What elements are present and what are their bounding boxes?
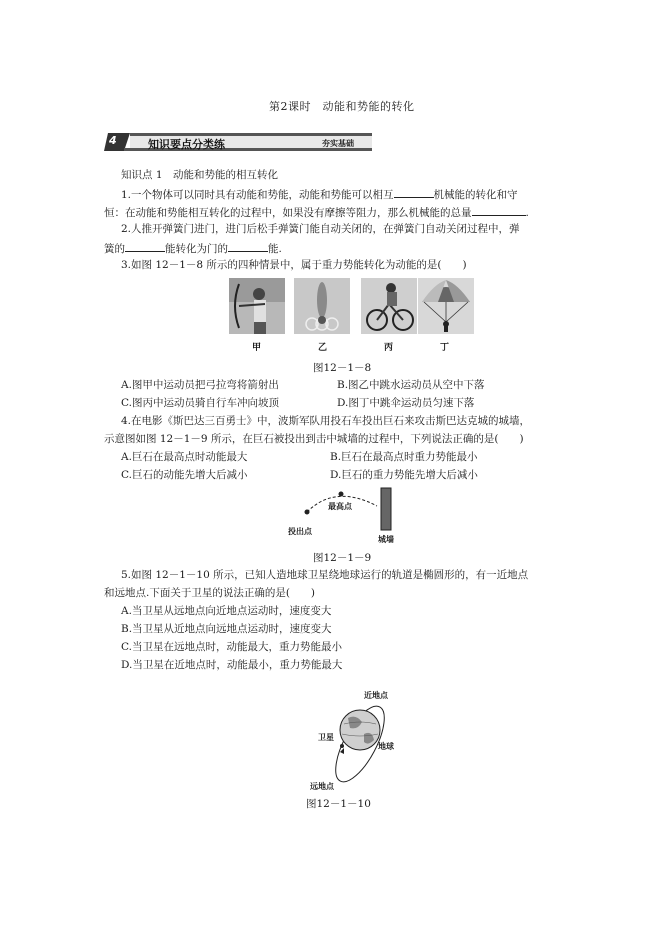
parachute-photo [418, 278, 474, 334]
q5-option-a[interactable]: A.当卫星从远地点向近地点运动时，速度变大 [121, 605, 332, 617]
q4-option-c[interactable]: C.巨石的动能先增大后减小 [121, 469, 248, 481]
question-1-line-2: 恒：在动能和势能相互转化的过程中，如果没有摩擦等阻力，那么机械能的总量 . [104, 204, 529, 220]
q3-option-a[interactable]: A.图甲中运动员把弓拉弯将箭射出 [121, 379, 279, 391]
banner-heading: 知识要点分类练 [148, 138, 225, 151]
photo-label-yi: 乙 [318, 343, 328, 353]
figure-caption-12-1-8: 图12－1－8 [313, 362, 372, 374]
q4-option-b[interactable]: B.巨石在最高点时重力势能最小 [330, 451, 478, 463]
blank-2[interactable] [472, 204, 526, 216]
blank-4[interactable] [228, 240, 268, 252]
archer-photo [229, 278, 285, 334]
label-launch-point: 投出点 [288, 527, 312, 536]
q3-option-c[interactable]: C.图丙中运动员骑自行车冲向坡顶 [121, 397, 279, 409]
q3-option-d[interactable]: D.图丁中跳伞运动员匀速下落 [337, 397, 475, 409]
blank-3[interactable] [125, 240, 165, 252]
label-perigee: 近地点 [364, 691, 388, 700]
q3-option-b[interactable]: B.图乙中跳水运动员从空中下落 [337, 379, 485, 391]
figure-caption-12-1-9: 图12－1－9 [313, 552, 372, 564]
question-2-line-1: 2.人推开弹簧门进门，进门后松手弹簧门能自动关闭的，在弹簧门自动关闭过程中，弹 [121, 223, 520, 235]
cyclist-photo [361, 278, 417, 334]
page-title: 第2课时 动能和势能的转化 [269, 100, 415, 113]
label-city-wall: 城墙 [378, 535, 394, 544]
q4-option-d[interactable]: D.巨石的重力势能先增大后减小 [330, 469, 478, 481]
question-1-line-1: 1.一个物体可以同时具有动能和势能，动能和势能可以相互 机械能的转化和守 [121, 186, 518, 202]
question-5-stem-2: 和远地点.下面关于卫星的说法正确的是( ) [104, 587, 316, 599]
diver-photo [294, 278, 350, 334]
knowledge-point-heading: 知识点 1 动能和势能的相互转化 [121, 169, 279, 181]
figure-caption-12-1-10: 图12－1－10 [306, 798, 371, 810]
photo-label-ding: 丁 [440, 343, 450, 353]
q5-option-d[interactable]: D.当卫星在近地点时，动能最小，重力势能最大 [121, 659, 343, 671]
banner-number: 4 [109, 134, 117, 147]
blank-1[interactable] [394, 186, 434, 198]
q5-option-b[interactable]: B.当卫星从近地点向远地点运动时，速度变大 [121, 623, 332, 635]
banner-subheading: 夯实基础 [322, 139, 354, 148]
label-satellite: 卫星 [318, 733, 334, 742]
label-apogee: 远地点 [310, 782, 334, 791]
question-4-stem-2: 示意图如图 12－1－9 所示，在巨石被投出到击中城墙的过程中，下列说法正确的是( ) [104, 433, 524, 445]
question-5-stem-1: 5.如图 12－1－10 所示，已知人造地球卫星绕地球运行的轨道是椭圆形的，有一近地点 [121, 569, 529, 581]
photo-label-bing: 丙 [384, 343, 394, 353]
q4-option-a[interactable]: A.巨石在最高点时动能最大 [121, 451, 248, 463]
question-3-stem: 3.如图 12－1－8 所示的四种情景中，属于重力势能转化为动能的是( ) [121, 259, 467, 271]
q5-option-c[interactable]: C.当卫星在远地点时，动能最大，重力势能最小 [121, 641, 342, 653]
question-2-line-2: 簧的 能转化为门的 能. [104, 240, 282, 256]
label-earth: 地球 [378, 742, 394, 751]
label-highest-point: 最高点 [328, 502, 352, 511]
question-4-stem-1: 4.在电影《斯巴达三百勇士》中，波斯军队用投石车投出巨石来攻击斯巴达克城的城墙， [121, 415, 531, 427]
photo-label-jia: 甲 [252, 343, 262, 353]
